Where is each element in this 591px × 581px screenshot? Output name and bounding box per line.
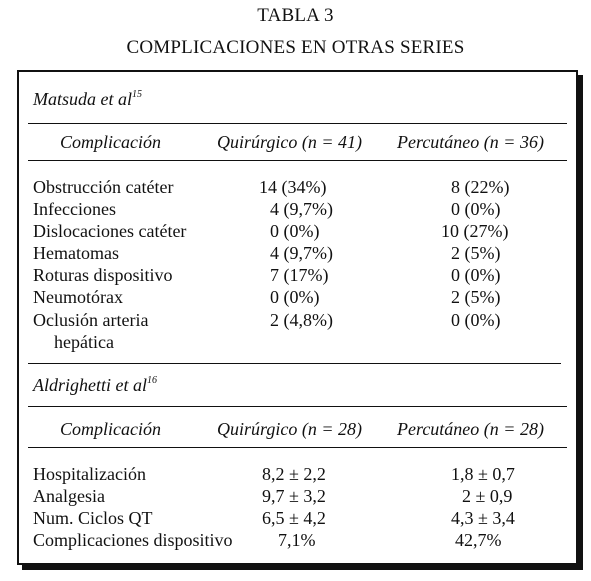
table-row-label: Complicaciones dispositivo — [33, 530, 233, 550]
section1-col-label: Complicación — [60, 132, 161, 152]
section2-header-rule — [28, 447, 567, 448]
table-row-label: Neumotórax — [33, 287, 123, 307]
table-row-percutaneous: 2 (5%) — [451, 287, 501, 307]
table-row-percutaneous: 0 (0%) — [451, 310, 501, 330]
table-row-surgical: 6,5 ± 4,2 — [262, 508, 326, 528]
table-row-label: Obstrucción catéter — [33, 177, 174, 197]
section2-author: Aldrighetti et $al^{16}$ — [33, 375, 157, 395]
section1-col-surgical: Quirúrgico (n = 41) — [217, 132, 362, 152]
table-heading: COMPLICACIONES EN OTRAS SERIES — [126, 37, 465, 58]
table-row-surgical: 8,2 ± 2,2 — [262, 464, 326, 484]
table-row-percutaneous: 42,7% — [455, 530, 502, 550]
table-row-label: Dislocaciones catéter — [33, 221, 187, 241]
table-row-percutaneous: 8 (22%) — [451, 177, 510, 197]
table-row-label: Analgesia — [33, 486, 105, 506]
table-row-percutaneous: 0 (0%) — [451, 265, 501, 285]
table-row-label: Hospitalización — [33, 464, 146, 484]
table-row-surgical: 0 (0%) — [270, 287, 320, 307]
table-row-label: Roturas dispositivo — [33, 265, 173, 285]
section1-top-rule — [28, 123, 567, 124]
table-label: TABLA 3 — [257, 5, 334, 26]
table-row-surgical: 7,1% — [278, 530, 316, 550]
section2-top-rule — [28, 406, 567, 407]
table-row-percutaneous: 0 (0%) — [451, 199, 501, 219]
table-row-label: Infecciones — [33, 199, 116, 219]
table-row-surgical: 0 (0%) — [270, 221, 320, 241]
table-row-label: Hematomas — [33, 243, 119, 263]
table-row-percutaneous: 4,3 ± 3,4 — [451, 508, 515, 528]
table-row-percutaneous: 1,8 ± 0,7 — [451, 464, 515, 484]
table-row-percutaneous: 10 (27%) — [441, 221, 509, 241]
table-row-label: Oclusión arteria — [33, 310, 149, 330]
section2-col-surgical: Quirúrgico (n = 28) — [217, 419, 362, 439]
section1-col-percutaneous: Percutáneo (n = 36) — [397, 132, 544, 152]
section1-header-rule — [28, 160, 567, 161]
table-row-label: Num. Ciclos QT — [33, 508, 153, 528]
table-row-surgical: 14 (34%) — [259, 177, 327, 197]
section1-ref: 15 — [132, 89, 142, 100]
table-row-percutaneous: 2 ± 0,9 — [462, 486, 513, 506]
table-frame — [17, 70, 578, 565]
table-row-label-continued: hepática — [54, 332, 114, 352]
section-divider-rule — [28, 363, 561, 364]
table-row-surgical: 7 (17%) — [270, 265, 329, 285]
table-row-surgical: 4 (9,7%) — [270, 199, 333, 219]
table-row-surgical: 9,7 ± 3,2 — [262, 486, 326, 506]
table-row-percutaneous: 2 (5%) — [451, 243, 501, 263]
section2-col-percutaneous: Percutáneo (n = 28) — [397, 419, 544, 439]
table-row-surgical: 2 (4,8%) — [270, 310, 333, 330]
table-row-surgical: 4 (9,7%) — [270, 243, 333, 263]
section2-col-label: Complicación — [60, 419, 161, 439]
section1-author: Matsuda et $al^{15}$ — [33, 89, 142, 109]
section2-ref: 16 — [147, 375, 157, 386]
